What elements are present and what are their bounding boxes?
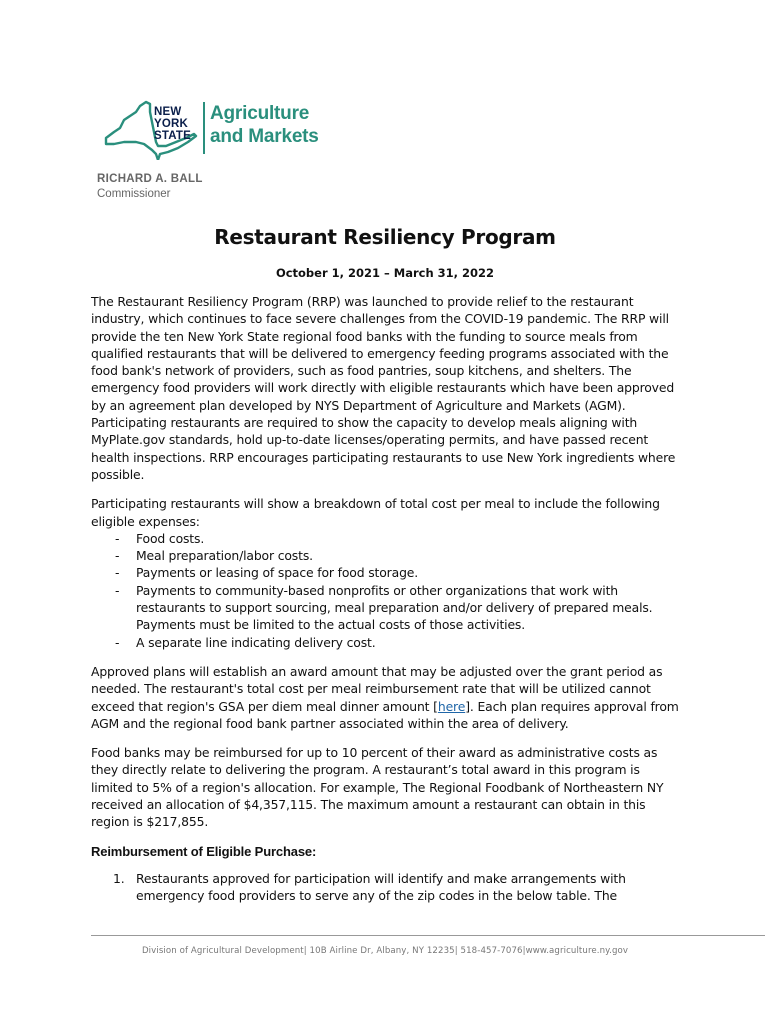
award-paragraph (91, 663, 683, 732)
bullet: - (115, 565, 120, 581)
steps-list (91, 870, 683, 905)
list-item-text: Food costs. (136, 530, 205, 546)
list-item (91, 634, 683, 651)
bullet: - (115, 548, 120, 564)
list-item (91, 564, 683, 581)
state-name-line: STATE (154, 130, 191, 142)
bullet: - (115, 634, 120, 650)
official-block (97, 172, 203, 202)
award-text-after: ]. Each plan requires approval from AGM and the regional food bank partner associated within the area of delivery. (91, 698, 679, 731)
section-heading: Reimbursement of Eligible Purchase: (91, 843, 317, 859)
list-item (91, 582, 683, 634)
list-item-text: Payments to community-based nonprofits or other organizations that work with restaurants to support sourcing, meal preparation and/or delivery of prepared meals. Payments must be limited to the actual costs of those activities. (136, 582, 653, 633)
document-body (91, 293, 683, 905)
expenses-intro-paragraph: Participating restaurants will show a breakdown of total cost per meal to include the following eligible expenses: (91, 496, 660, 529)
list-item (91, 530, 683, 547)
agency-logo (100, 98, 340, 160)
document-title: Restaurant Resiliency Program (214, 225, 556, 249)
commissioner-name: RICHARD A. BALL (97, 173, 203, 185)
agency-name-line: Agriculture (210, 103, 310, 124)
footer-divider (91, 935, 765, 936)
expenses-list (91, 530, 683, 651)
gsa-per-diem-link[interactable]: here (437, 698, 466, 714)
bullet: - (115, 582, 120, 598)
intro-paragraph: The Restaurant Resiliency Program (RRP) was launched to provide relief to the restaurant industry, which continues to face severe challenges from the COVID-19 pandemic. The RRP will provide the ten New York State regional food banks with the funding to source meals from qualified restaurants that will be delivered to emergency feeding programs associated with the food bank's network of providers, such as food pantries, soup kitchens, and shelters. The emergency food providers will work directly with eligible restaurants which have been approved by an agreement plan developed by NYS Department of Agriculture and Markets (AGM). Participating restaurants are required to show the capacity to develop meals aligning with MyPlate.gov standards, hold up-to-date licenses/operating permits, and have passed recent health inspections. RRP encourages participating restaurants to use New York ingredients where possible. (91, 294, 676, 482)
list-item-text: A separate line indicating delivery cost. (136, 634, 376, 650)
admin-costs-paragraph: Food banks may be reimbursed for up to 10 percent of their award as administrative costs as they directly relate to delivering the program. A restaurant’s total award in this program is limited to 5% of a region's allocation. For example, The Regional Foodbank of Northeastern NY received an allocation of $4,357,115. The maximum amount a restaurant can obtain in this region is $217,855. (91, 745, 664, 830)
bullet: - (115, 530, 120, 546)
list-item (91, 547, 683, 564)
step-number: 1. (113, 870, 125, 886)
list-item-text: Restaurants approved for participation will identify and make arrangements with emergency food providers to serve any of the zip codes in the below table. The (136, 870, 626, 904)
page-footer: Division of Agricultural Development| 10B Airline Dr, Albany, NY 12235| 518-457-7076|www.agriculture.ny.gov (141, 946, 629, 956)
agency-name-line: and Markets (210, 126, 319, 147)
state-name (154, 106, 191, 142)
list-item-text: Payments or leasing of space for food storage. (136, 565, 419, 581)
award-text-before: Approved plans will establish an award amount that may be adjusted over the grant period as needed. The restaurant's total cost per meal reimbursement rate that will be utilized cannot exceed that region's GSA per diem meal dinner amount [ (91, 663, 663, 714)
logo-divider (203, 102, 205, 154)
list-item (91, 870, 683, 905)
agency-name (210, 102, 319, 148)
state-name-line: YORK (154, 118, 189, 130)
program-dates: October 1, 2021 – March 31, 2022 (275, 266, 495, 280)
list-item-text: Meal preparation/labor costs. (136, 548, 313, 564)
commissioner-title: Commissioner (97, 188, 171, 200)
state-name-line: NEW (154, 106, 182, 118)
